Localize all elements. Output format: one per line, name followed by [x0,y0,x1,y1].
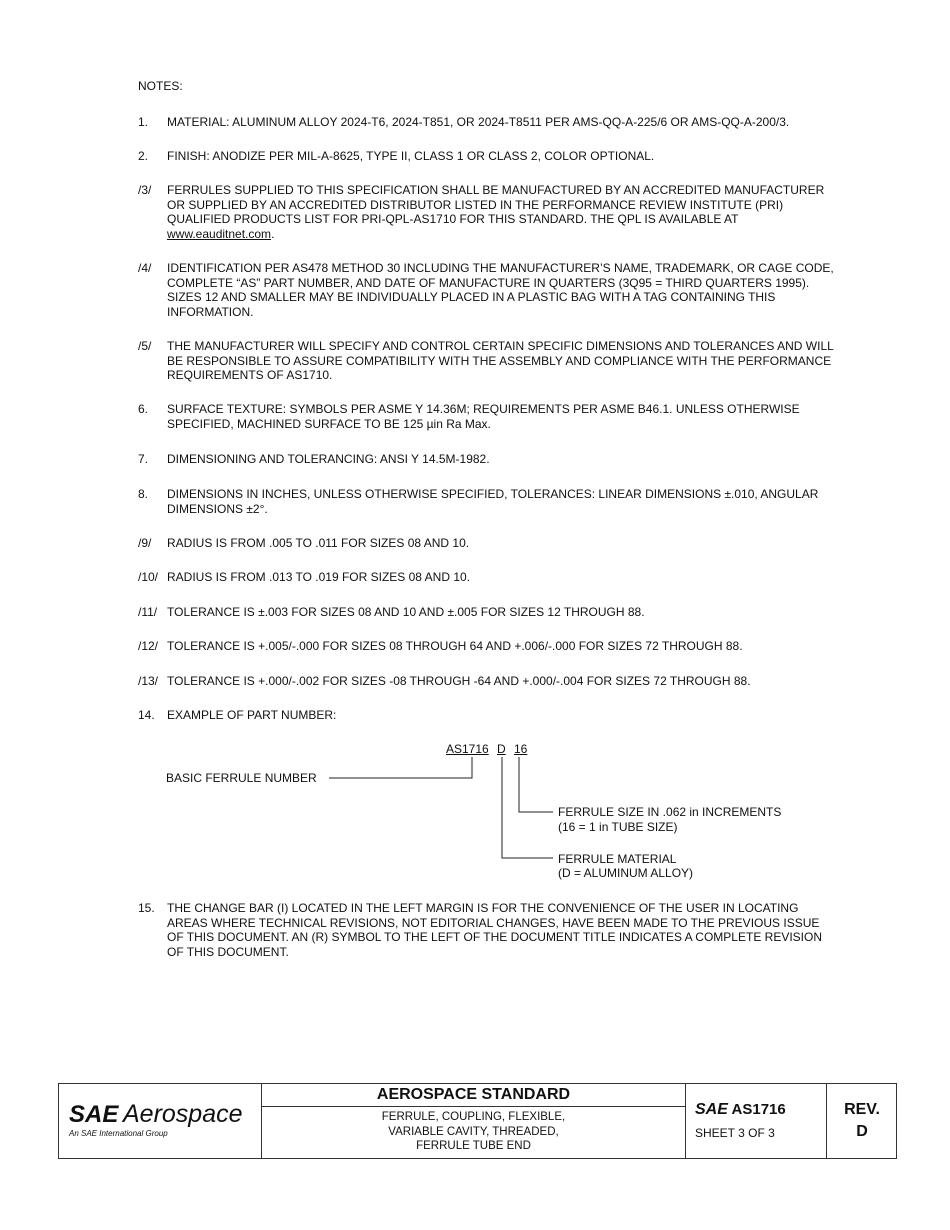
note-number: 6. [138,402,149,416]
note-text-end: . [271,226,275,241]
logo-cell [59,1084,262,1158]
note-number: 7. [138,452,149,466]
note-7 [138,452,838,467]
part-basic-number: AS1716 [446,742,489,756]
note-5 [138,339,838,383]
note-2 [138,149,838,164]
standard-heading: AEROSPACE STANDARD [262,1084,685,1107]
note-number: 15. [138,901,155,915]
eauditnet-link[interactable]: www.eauditnet.com [167,226,272,241]
note-text: RADIUS IS FROM .005 TO .011 FOR SIZES 08 AND 10. [167,536,470,550]
note-text: MATERIAL: ALUMINUM ALLOY 2024-T6, 2024-T851, OR 2024-T8511 PER AMS-QQ-A-225/6 OR AMS-QQ-A-200/3. [167,115,790,129]
description-line: FERRULE TUBE END [416,1140,531,1152]
part-size-code: 16 [514,742,528,756]
note-number: 1. [138,115,149,129]
basic-leader-line [329,757,472,778]
title-cell [262,1084,686,1158]
note-12 [138,639,838,654]
title-block [58,1083,897,1159]
note-9 [138,536,838,551]
note-number: /3/ [138,183,152,197]
material-leader-line [502,757,553,858]
note-text: TOLERANCE IS ±.003 FOR SIZES 08 AND 10 AND ±.005 FOR SIZES 12 THROUGH 88. [167,605,645,619]
description-line: VARIABLE CAVITY, THREADED, [388,1125,559,1138]
material-label-line-2: (D = ALUMINUM ALLOY) [558,866,694,880]
document-number-row [695,1101,786,1119]
document-number: AS1716 [731,1101,786,1118]
size-leader-line [519,757,553,812]
note-10 [138,570,838,585]
description-line: FERRULE, COUPLING, FLEXIBLE, [381,1111,566,1123]
size-label-line-1: FERRULE SIZE IN .062 in INCREMENTS [558,805,782,819]
revision-cell [827,1084,897,1158]
note-4 [138,261,838,319]
sae-aerospace-logo [69,1100,254,1128]
note-text: TOLERANCE IS +.005/-.000 FOR SIZES 08 THROUGH 64 AND +.006/-.000 FOR SIZES 72 THROUGH 88. [167,639,743,653]
note-text: THE CHANGE BAR (I) LOCATED IN THE LEFT MARGIN IS FOR THE CONVENIENCE OF THE USER IN LOCATING AREAS WHERE TECHNICAL REVISIONS, NOT EDITORIAL CHANGES, HAVE BEEN MADE TO THE PREVIOUS ISSUE OF THIS DOCUMENT. AN (R) SYMBOL TO THE LEFT OF THE DOCUMENT TITLE INDICATES A COMPLETE REVISION OF THIS DOCUMENT. [167,901,822,959]
note-text: IDENTIFICATION PER AS478 METHOD 30 INCLUDING THE MANUFACTURER’S NAME, TRADEMARK, OR CAGE CODE, COMPLETE “AS” PART NUMBER, AND DATE OF MANUFACTURE IN QUARTERS (3Q95 = THIRD QUARTERS 1995). SIZES 12 AND SMALLER MAY BE INDIVIDUALLY PLACED IN A PLASTIC BAG WITH A TAG CONTAINING THIS INFORMATION. [167,261,834,319]
note-number: /12/ [138,639,159,653]
note-15 [138,901,838,959]
note-6 [138,402,838,431]
size-label-line-2: (16 = 1 in TUBE SIZE) [558,820,678,834]
note-text: RADIUS IS FROM .013 TO .019 FOR SIZES 08 AND 10. [167,570,470,584]
note-text: FERRULES SUPPLIED TO THIS SPECIFICATION SHALL BE MANUFACTURED BY AN ACCREDITED MANUFACTURER OR SUPPLIED BY AN ACCREDITED DISTRIBUTOR LISTED IN THE PERFORMANCE REVIEW INSTITUTE (PRI) QUALIFIED PRODUCTS LIST FOR PRI-QPL-AS1710 FOR THIS STANDARD. THE QPL IS AVAILABLE AT [167,183,825,226]
note-number: /11/ [138,605,158,619]
note-number: /13/ [138,674,159,688]
note-number: /4/ [138,261,152,275]
note-14 [138,708,838,723]
note-number: /5/ [138,339,152,353]
note-8 [138,487,838,516]
material-label-line-1: FERRULE MATERIAL [558,852,677,866]
revision-value: D [856,1123,868,1140]
document-number-cell [686,1084,827,1158]
note-number: /10/ [138,570,159,584]
note-text: TOLERANCE IS +.000/-.002 FOR SIZES -08 THROUGH -64 AND +.000/-.004 FOR SIZES 72 THROUGH 88. [167,674,751,688]
note-3 [138,183,838,241]
note-text: DIMENSIONS IN INCHES, UNLESS OTHERWISE SPECIFIED, TOLERANCES: LINEAR DIMENSIONS ±.010, ANGULAR DIMENSIONS ±2°. [167,487,819,516]
sae-small-mark: SAE [695,1101,728,1118]
sae-mark-text: SAE [69,1101,119,1128]
logo-subtitle: An SAE International Group [69,1129,168,1138]
document-description [262,1110,685,1154]
note-number: /9/ [138,536,152,550]
aerospace-logo-text: Aerospace [123,1100,243,1128]
note-13 [138,674,838,689]
note-number: 8. [138,487,149,501]
note-text-wrap [167,183,838,241]
note-text: DIMENSIONING AND TOLERANCING: ANSI Y 14.5M-1982. [167,452,490,466]
note-text: EXAMPLE OF PART NUMBER: [167,708,337,722]
note-text: THE MANUFACTURER WILL SPECIFY AND CONTROL CERTAIN SPECIFIC DIMENSIONS AND TOLERANCES AND WILL BE RESPONSIBLE TO ASSURE COMPATIBILITY WITH THE ASSEMBLY AND COMPLIANCE WITH THE PERFORMANCE REQUIREMENTS OF AS1710. [167,339,834,382]
note-number: 14. [138,708,155,722]
note-text: SURFACE TEXTURE: SYMBOLS PER ASME Y 14.36M; REQUIREMENTS PER ASME B46.1. UNLESS OTHERWISE SPECIFIED, MACHINED SURFACE TO BE 125 µin Ra Max. [167,402,800,431]
sheet-number: SHEET 3 OF 3 [695,1126,775,1140]
revision-label: REV. [844,1101,880,1118]
note-11 [138,605,838,620]
part-material-code: D [497,742,506,756]
note-1 [138,115,838,130]
note-number: 2. [138,149,149,163]
basic-ferrule-label: BASIC FERRULE NUMBER [166,771,317,785]
note-text: FINISH: ANODIZE PER MIL-A-8625, TYPE II, CLASS 1 OR CLASS 2, COLOR OPTIONAL. [167,149,655,163]
notes-title: NOTES: [138,79,183,93]
